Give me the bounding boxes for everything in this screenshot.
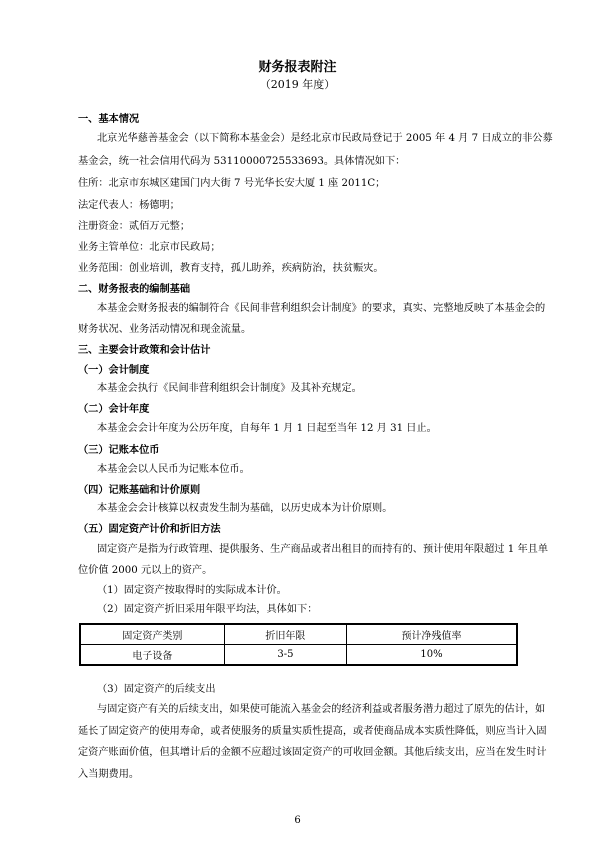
paragraph-line: 本基金会会计核算以权责发生制为基础，以历史成本为计价原则。 [97,503,393,514]
table-header-cell: 折旧年限 [224,624,346,645]
paragraph-line: 北京光华慈善基金会（以下简称本基金会）是经北京市民政局登记于 2005 年 4 月 7 日成立的非公募 [97,133,553,144]
paragraph-line: 与固定资产有关的后续支出，如果使可能流入基金会的经济利益或者服务潜力超过了原先的估计，如 [97,704,546,715]
section-heading-policies: 三、主要会计政策和会计估计 [78,344,211,356]
table-cell: 电子设备 [80,645,224,666]
subheading-fixed-assets: （五）固定资产计价和折旧方法 [78,523,221,535]
paragraph-line: 本基金会财务报表的编制符合《民间非营利组织会计制度》的要求，真实、完整地反映了本基金会的 [97,303,546,314]
subheading-accounting-year: （二）会计年度 [78,403,150,415]
paragraph-line: 本基金会以人民币为记账本位币。 [97,464,250,475]
paragraph-line: 位价值 2000 元以上的资产。 [78,565,213,576]
page-number: 6 [294,815,301,826]
list-item: （1）固定资产按取得时的实际成本计价。 [97,585,287,596]
table-cell: 3-5 [224,645,346,666]
table-row [80,645,517,666]
address-line: 住所：北京市东城区建国门内大街 7 号光华长安大厦 1 座 2011C； [78,178,386,189]
paragraph-line: 财务状况、业务活动情况和现金流量。 [78,324,252,335]
table-header-cell: 固定资产类别 [80,624,224,645]
legal-rep-line: 法定代表人：杨德明； [78,200,180,211]
subheading-accounting-system: （一）会计制度 [78,364,150,376]
authority-line: 业务主管单位：北京市民政局； [78,242,221,253]
scope-line: 业务范围：创业培训，教育支持，孤儿助养，疾病防治，扶贫赈灾。 [78,263,384,274]
subheading-currency: （三）记账本位币 [78,444,160,456]
paragraph-line: 延长了固定资产的使用寿命，或者使服务的质量实质性提高，或者使商品成本实质性降低，则应当计入固 [78,726,547,737]
section-heading-basic-info: 一、基本情况 [78,113,140,125]
section-heading-basis: 二、财务报表的编制基础 [78,283,191,295]
paragraph-line: 定资产账面价值，但其增计后的金额不应超过该固定资产的可收回金额。其他后续支出，应当在发生时计 [78,747,547,758]
depreciation-table [79,623,518,666]
paragraph-line: 入当期费用。 [78,769,140,780]
table-header-cell: 预计净残值率 [347,624,517,645]
paragraph-line: 固定资产是指为行政管理、提供服务、生产商品或者出租目的而持有的、预计使用年限超过 1 年且单 [97,544,549,555]
paragraph-line: 本基金会执行《民间非营利组织会计制度》及其补充规定。 [97,383,362,394]
list-item: （2）固定资产折旧采用年限平均法，具体如下： [97,604,318,615]
document-year: （2019 年度） [259,78,336,91]
paragraph-line: 基金会，统一社会信用代码为 53110000725533693。具体情况如下： [78,156,406,167]
paragraph-line: 本基金会会计年度为公历年度，自每年 1 月 1 日起至当年 12 月 31 日止。 [97,423,437,434]
table-cell: 10% [347,645,517,666]
subheading-basis-principles: （四）记账基础和计价原则 [78,484,201,496]
table-header-row [80,624,517,645]
list-item: （3）固定资产的后续支出 [97,684,216,695]
capital-line: 注册资金：贰佰万元整； [78,221,191,232]
document-title: 财务报表附注 [258,60,337,75]
